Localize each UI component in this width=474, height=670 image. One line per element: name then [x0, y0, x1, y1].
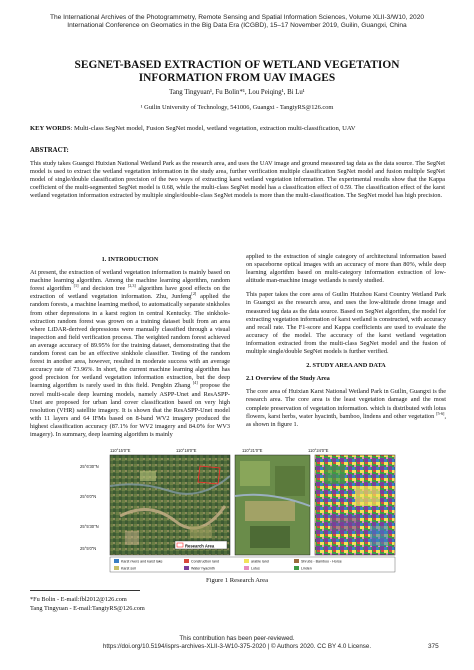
- legend-swatch-linden: [294, 566, 299, 570]
- legend-item: Water hyacinth: [191, 566, 215, 571]
- lat-label: 25°6'0"N: [80, 494, 97, 499]
- running-header: [0, 14, 474, 30]
- footnote: [30, 595, 145, 613]
- footer-peer-review: This contribution has been peer-reviewed.: [179, 635, 295, 642]
- header-line-1: The International Archives of the Photogrammetry, Remote Sensing and Spatial Information Sciences, Volume XLII-3/W10, 2020: [49, 14, 425, 21]
- legend-swatch-construction: [184, 559, 189, 563]
- section-2-1-heading: 2.1 Overview of the Study Area: [246, 375, 330, 383]
- lon-label: 110°24'0"E: [308, 448, 329, 453]
- legend-swatch-lotus: [244, 566, 249, 570]
- legend-swatch-water: [114, 559, 119, 563]
- left-column: [30, 253, 230, 445]
- legend-item: Karst soil: [121, 566, 136, 571]
- paper-title: SEGNET-BASED EXTRACTION OF WETLAND VEGETATION INFORMATION FROM UAV IMAGES: [74, 59, 400, 84]
- citation: [5-6]: [436, 410, 445, 416]
- citation: [4]: [192, 380, 198, 386]
- citation: [2,3]: [127, 283, 136, 289]
- abstract-text: This study takes Guangxi Huixian National Wetland Park as the research area, and uses the UAV image and ground measured tag data as the data source. The SegNet model is used to extract the wetland vegetation information in the study area, further verification multiple classification SegNet model and fusion multiple SegNet model of single/double classification precision of the two ways of extracting karst wetland vegetation information. The experimental results show that the Kappa coefficient of the multi-segmented SegNet model is 0.68, while the multi-class SegNet model has a classification effect of 0.59. The classification effect of the karst wetland vegetation information extracted by multiple single/double-class SegNet models is more than the multi-classification. The SegNet model has high precision.: [30, 160, 445, 200]
- intro-paragraph-2: This paper takes the core area of Guilin Huizhou Karst Country Wetland Park in Guangxi as the research area, and uses the low-altitude drone image and measured tag data as the data source. Based on SegNet algorithm, the model for extracting vegetation information of karst wetland is constructed, with accuracy and recall rate. The F1-score and Kappa coefficients are used to evaluate the accuracy of the model. The accuracy of the karst wetland vegetation information extracted from the multi-class SegNet model and the fusion of multiple single/double SegNet models is further verified.: [246, 291, 446, 356]
- figure-caption: Figure 1 Research Area: [205, 577, 269, 584]
- author-list: Tang Tingyuan¹, Fu Bolin*¹, Lou Peiqing¹, Bi Lu¹: [169, 89, 305, 96]
- figure-1-research-area: [80, 446, 400, 573]
- page-footer: [0, 635, 474, 651]
- legend-swatch-shrub: [294, 559, 299, 563]
- legend-item: arable land: [251, 559, 269, 564]
- legend-swatch-soil: [114, 566, 119, 570]
- classification-image-panel: [235, 455, 310, 555]
- keywords-label: KEY WORDS: [30, 125, 71, 132]
- header-line-2: International Conference on Geomatics in the Big Data Era (ICGBD), 15–17 November 2019, Guilin, Guangxi, China: [67, 22, 407, 30]
- right-column: [246, 253, 446, 435]
- lat-label: 25°5'30"N: [80, 524, 99, 529]
- lon-label: 110°15'0"E: [110, 448, 131, 453]
- label-map-panel: [315, 455, 395, 555]
- legend-item: Construction land: [191, 559, 219, 564]
- lon-label: 110°18'0"E: [176, 448, 197, 453]
- legend-item: Linden: [301, 566, 312, 571]
- map-legend: [110, 557, 395, 572]
- legend-item: Shrubs - Bamboo - Horse: [301, 559, 342, 564]
- legend-item: Lotus: [251, 566, 260, 571]
- legend-item: Karst rivers and karst lake: [121, 559, 163, 564]
- legend-swatch-arable: [244, 559, 249, 563]
- research-area-map: [80, 446, 400, 573]
- lat-label: 25°5'0"N: [80, 546, 97, 551]
- footnote-rule: [30, 590, 140, 591]
- footnote-line-1: *Fu Bolin - E-mail:fbl2012@126.com: [30, 596, 127, 603]
- lat-label: 25°6'30"N: [80, 464, 99, 469]
- uav-image-panel: [110, 455, 230, 555]
- intro-continuation: applied to the extraction of single category of architectural information based on spaceborne optical images with an accuracy of more than 80%, while deep learning algorithm based on multi-category information extraction of low-altitude man-machine image wetlands is rarely studied.: [246, 253, 446, 285]
- affiliation: ¹ Guilin University of Technology, 541006, Guangxi - TangtyRS@126.com: [140, 104, 334, 111]
- legend-swatch-hyacinth: [184, 566, 189, 570]
- research-area-label: Research Area: [185, 543, 215, 549]
- footnote-line-2: Tang Tingyuan - E-mail:TangtyRS@126.com: [30, 605, 145, 612]
- footer-doi[interactable]: https://doi.org/10.5194/isprs-archives-XLII-3-W10-375-2020 | © Authors 2020. CC BY 4.0 License.: [102, 643, 372, 650]
- intro-paragraph: At present, the extraction of wetland vegetation information is mainly based on machine learning algorithm. Among the machine learning algorithm, random forest algorithm [1] and decision tree [2,3] algorithm have good effects on the extraction of wetland vegetation information. Zhu, Junfeng[2] applied the random forests, a machine learning method, to automatically separate sinkholes from other depressions in a karst region in central Kentucky. The sinkhole-extraction random forest was grown on a training dataset built from an area where LiDAR-derived depressions were manually classified through a visual inspection and field verification process. The weighted random forest achieved an average accuracy of 89.95% for the training dataset, demonstrating that the random forest can be an effective sinkhole classifier. Testing of the random forest in another area, however, resulted in moderate success with an average accuracy rate of 73.96%. In short, the current machine learning algorithm has good precision for wetland vegetation information extraction, but the deep learning algorithm is rarely used in this field. Pengbin Zhang [4] propose the novel multi-scale deep learning models, namely ASPP-Unet and ResASPP-Unet are proposed for urban land cover classification based on very high resolution (VHR) satellite imagery. It is shown that the ResASPP-Unet model with 11 layers and 64 IFMs based on 8-band WV2 imagery produced the highest classification accuracy (87.1% for WV2 imagery and 84.0% for WV3 imagery). In summary, deep learning algorithm is mainly: [30, 269, 230, 438]
- page-number: 375: [428, 643, 439, 650]
- keywords: [30, 125, 445, 132]
- lon-label: 110°21'0"E: [242, 448, 263, 453]
- section-1-heading: 1. INTRODUCTION: [101, 256, 159, 263]
- keywords-text: : Multi-class SegNet model, Fusion SegNet model, wetland vegetation, extraction multi-classification, UAV: [70, 125, 356, 132]
- abstract-heading: ABSTRACT:: [30, 147, 69, 154]
- study-area-paragraph: The core area of Huixian Karst National Wetland Park in Guilin, Guangxi is the research area. The core area is the least vegetation damage and the most complete preservation of vegetation information. which is distributed with lotus flowers, karst herbs, water hyacinth, bamboo, lindens and other vegetation [5-6], as shown in figure 1.: [246, 388, 446, 428]
- citation: [2]: [191, 291, 197, 297]
- section-2-heading: 2. STUDY AREA AND DATA: [306, 362, 386, 370]
- citation: [1]: [73, 283, 79, 289]
